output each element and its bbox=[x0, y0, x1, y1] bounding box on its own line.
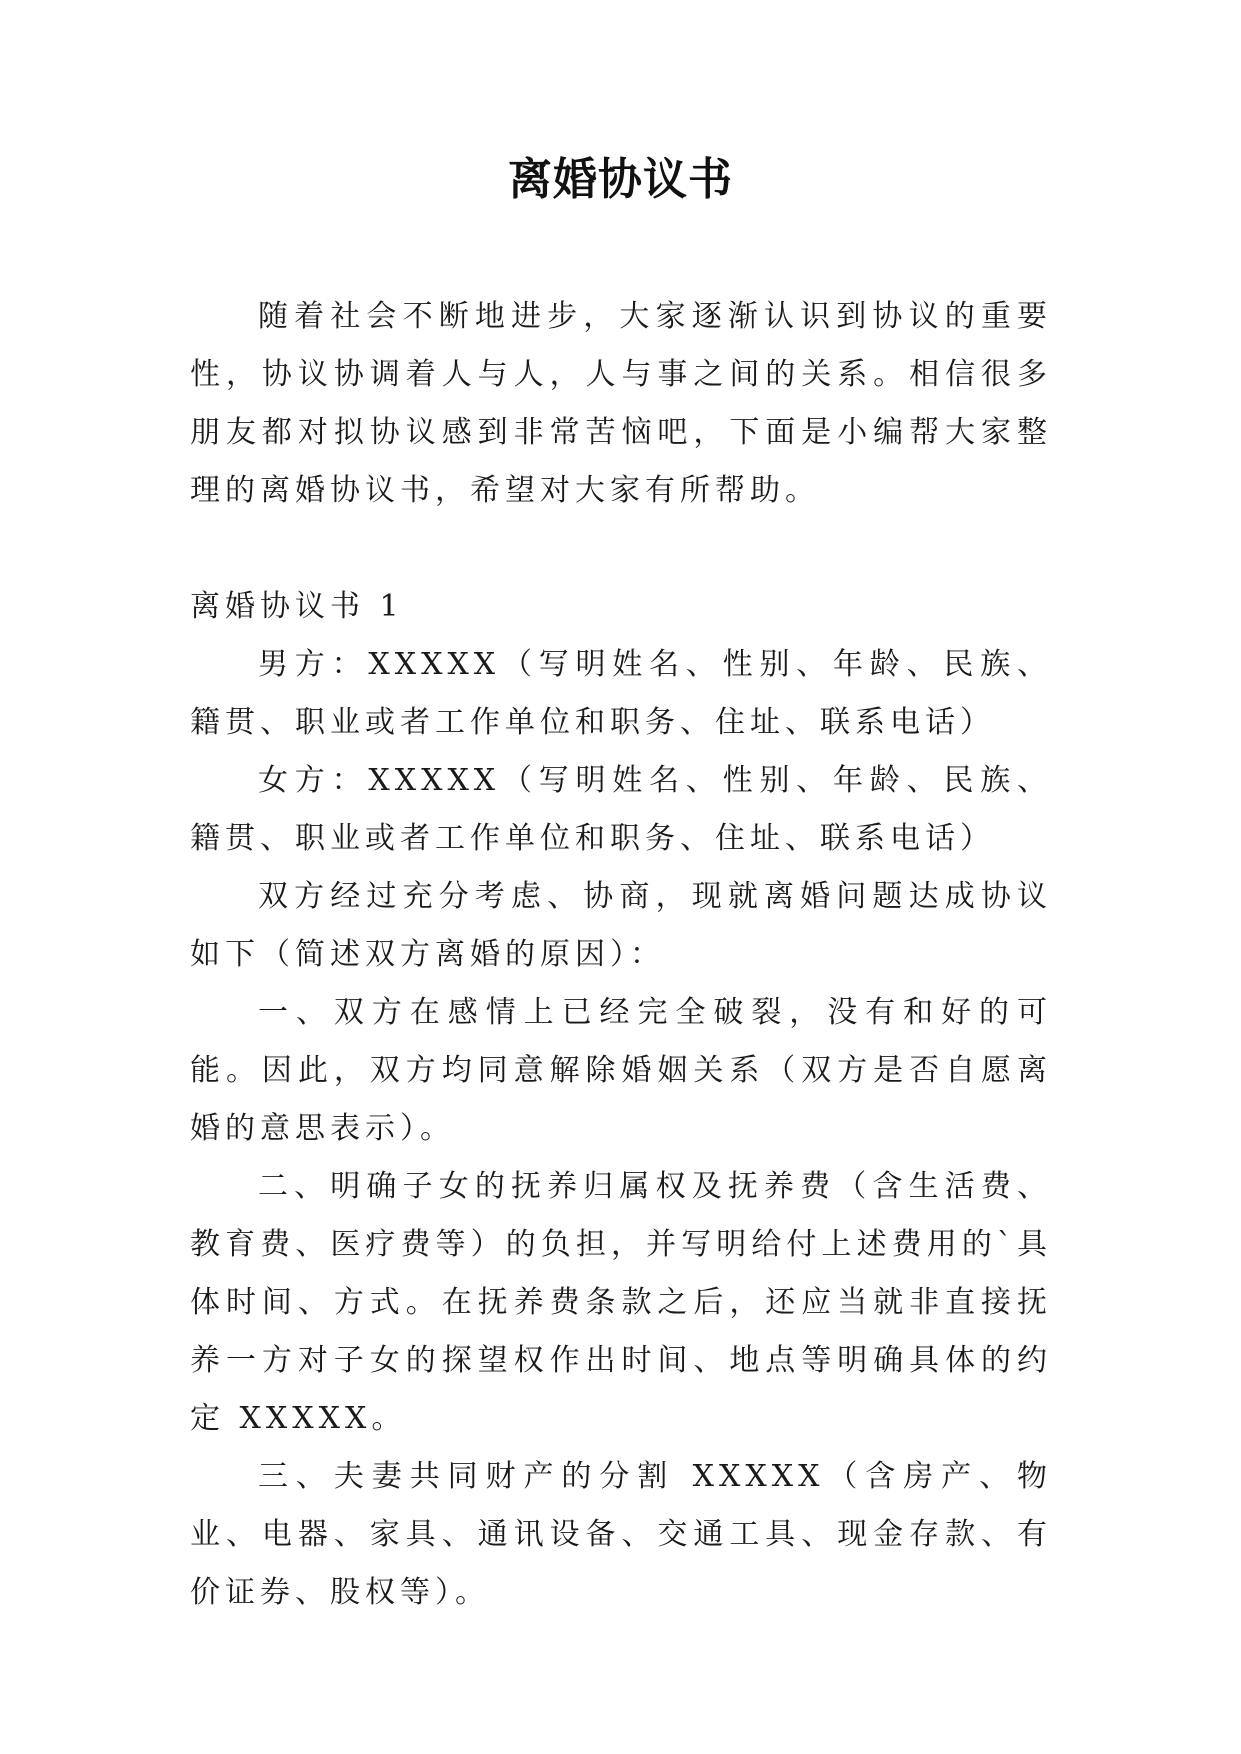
clause-paragraph: 二、明确子女的抚养归属权及抚养费（含生活费、教育费、医疗费等）的负担，并写明给付上述费用的`具体时间、方式。在抚养费条款之后，还应当就非直接抚养一方对子女的探望权作出时间、地点等明确具体的约定 XXXXX。 bbox=[190, 1169, 1052, 1436]
document-body bbox=[190, 288, 1052, 1622]
party-man-paragraph: 男方：XXXXX（写明姓名、性别、年龄、民族、籍贯、职业或者工作单位和职务、住址、联系电话） bbox=[190, 647, 1052, 740]
clause-paragraph: 一、双方在感情上已经完全破裂，没有和好的可能。因此，双方均同意解除婚姻关系（双方是否自愿离婚的意思表示）。 bbox=[190, 995, 1052, 1146]
intro-paragraph: 随着社会不断地进步，大家逐渐认识到协议的重要性，协议协调着人与人，人与事之间的关系。相信很多朋友都对拟协议感到非常苦恼吧，下面是小编帮大家整理的离婚协议书，希望对大家有所帮助。 bbox=[190, 299, 1052, 508]
document-title: 离婚协议书 bbox=[508, 154, 733, 205]
party-woman-paragraph: 女方：XXXXX（写明姓名、性别、年龄、民族、籍贯、职业或者工作单位和职务、住址、联系电话） bbox=[190, 763, 1052, 856]
section-heading: 离婚协议书 1 bbox=[190, 589, 404, 624]
preamble-paragraph: 双方经过充分考虑、协商，现就离婚问题达成协议如下（简述双方离婚的原因）： bbox=[190, 879, 1052, 972]
clause-paragraph: 三、夫妻共同财产的分割 XXXXX（含房产、物业、电器、家具、通讯设备、交通工具、现金存款、有价证券、股权等）。 bbox=[190, 1459, 1052, 1610]
paragraph-spacer bbox=[190, 520, 1052, 578]
